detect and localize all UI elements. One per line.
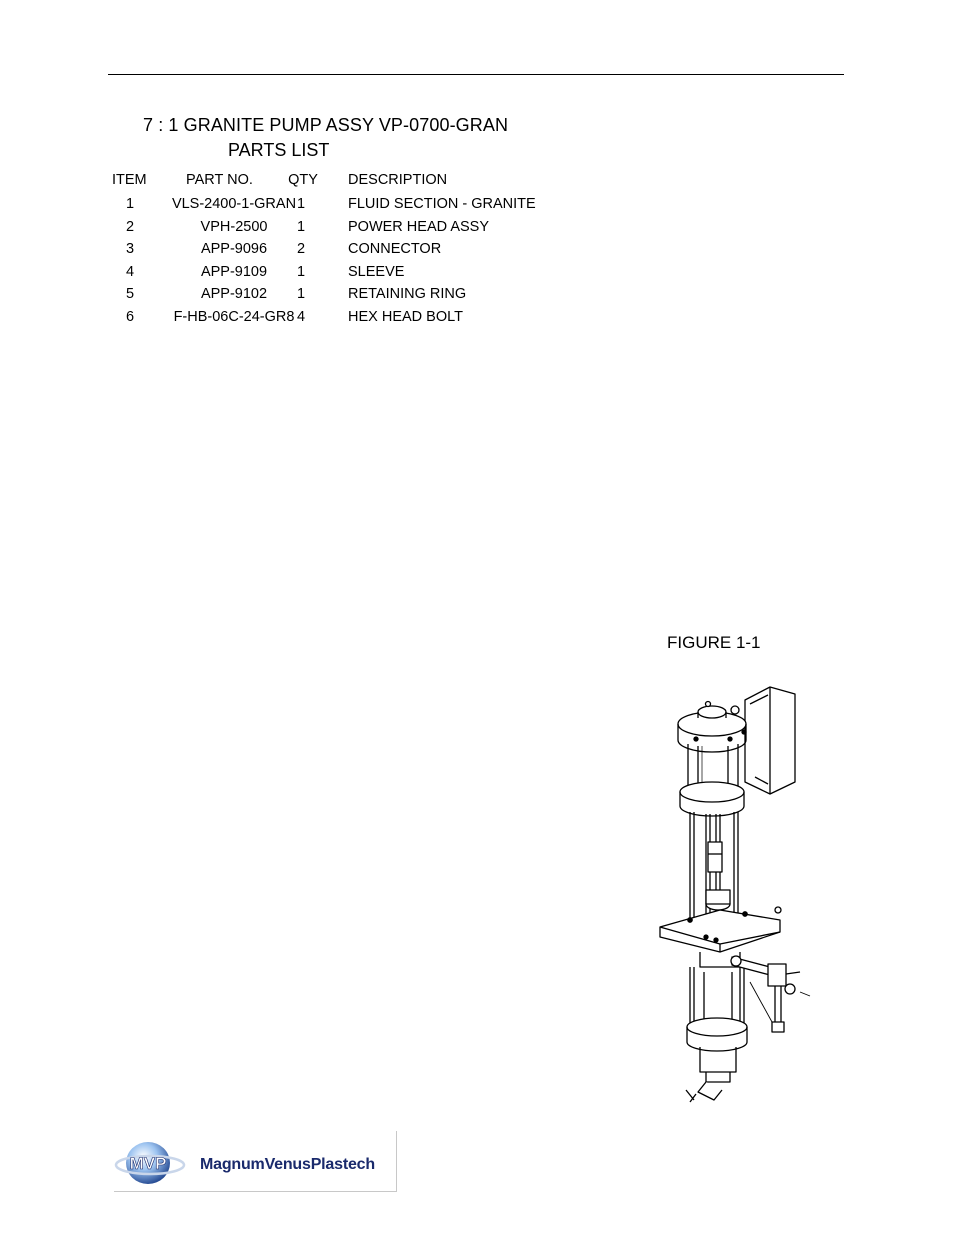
quantity: 1 [297, 218, 306, 235]
quantity: 1 [297, 286, 306, 303]
part-number: VLS-2400-1-GRAN [171, 196, 297, 212]
part-number: APP-9102 [200, 286, 268, 303]
page-subtitle: PARTS LIST [228, 140, 330, 160]
part-number: F-HB-06C-24-GR8 [173, 308, 295, 325]
item-number: 2 [126, 218, 135, 235]
inlet-elbow [686, 1072, 730, 1102]
description: CONNECTOR [348, 241, 442, 258]
mvp-globe-icon [114, 1131, 194, 1191]
part-number: APP-9109 [200, 263, 268, 280]
logo-mark: MVP [129, 1154, 167, 1173]
outlet-fitting [731, 956, 810, 1032]
pump-assembly-drawing [650, 682, 820, 1107]
column-header-qty: QTY [288, 172, 318, 188]
quantity: 1 [297, 263, 306, 280]
company-logo [114, 1131, 397, 1192]
lower-housing [687, 952, 747, 1072]
quantity: 1 [297, 196, 306, 212]
top-rule [108, 74, 844, 75]
company-name: MagnumVenusPlastech [200, 1156, 375, 1173]
quantity: 4 [297, 308, 306, 325]
page-title: 7 : 1 GRANITE PUMP ASSY VP-0700-GRAN [143, 115, 509, 135]
item-number: 5 [126, 286, 135, 303]
figure-caption: FIGURE 1-1 [667, 633, 761, 652]
description: RETAINING RING [348, 286, 467, 303]
column-header-description: DESCRIPTION [348, 172, 448, 188]
air-motor-housing [745, 687, 795, 794]
description: FLUID SECTION - GRANITE [348, 196, 536, 212]
mounting-plate [660, 907, 781, 952]
part-number: VPH-2500 [200, 218, 268, 235]
item-number: 1 [126, 196, 135, 212]
part-number: APP-9096 [200, 241, 268, 258]
description: SLEEVE [348, 263, 405, 280]
quantity: 2 [297, 241, 306, 258]
middle-ring [680, 782, 744, 816]
item-number: 6 [126, 308, 135, 325]
column-header-item: ITEM [112, 172, 147, 188]
column-header-part: PART NO. [186, 172, 253, 188]
item-number: 3 [126, 241, 135, 258]
description: HEX HEAD BOLT [348, 308, 463, 325]
item-number: 4 [126, 263, 135, 280]
description: POWER HEAD ASSY [348, 218, 490, 235]
